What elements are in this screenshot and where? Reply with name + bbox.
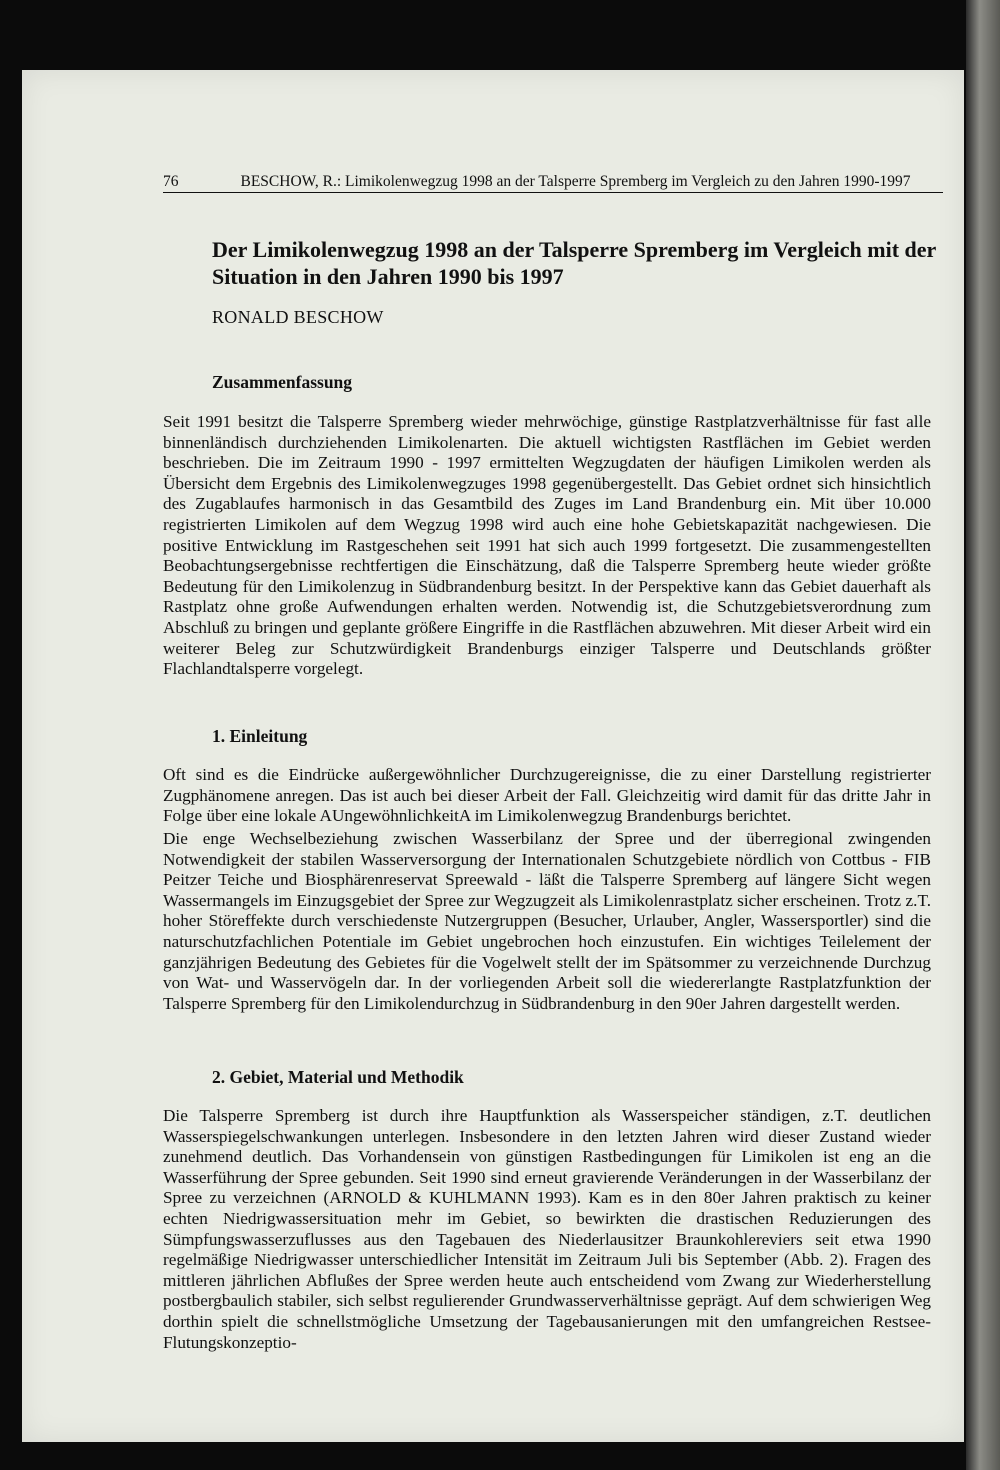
running-head-text: BESCHOW, R.: Limikolenwegzug 1998 an der Talsperre Spremberg im Vergleich zu den Jahren 1990-1997 (240, 173, 911, 190)
book-page (22, 70, 964, 1442)
article-title: Der Limikolenwegzug 1998 an der Talsperre Spremberg im Vergleich mit der Situation in den Jahren 1990 bis 1997 (212, 237, 936, 289)
summary-heading: Zusammenfassung (212, 372, 353, 392)
page-number: 76 (163, 173, 179, 190)
methods-heading: 2. Gebiet, Material und Methodik (212, 1067, 464, 1087)
running-head (163, 173, 943, 193)
introduction-heading: 1. Einleitung (212, 726, 308, 746)
book-edge (966, 0, 1000, 1470)
methods-paragraph: Die Talsperre Spremberg ist durch ihre Hauptfunktion als Wasserspeicher ständigen, z.T. deutlichen Wasserspiegelschwankungen unterlegen. Insbesondere in den letzten Jahren wird dieser Zustand wieder zunehmend deutlich. Das Vorhandensein von günstigen Rastbedingungen für Limikolen ist eng an die Wasserführung der Spree gebunden. Seit 1990 sind erneut gravierende Veränderungen in der Wasserbilanz der Spree zu verzeichnen (ARNOLD & KUHLMANN 1993). Kam es in den 80er Jahren praktisch zu keiner echten Niedrigwassersituation mehr im Gebiet, so bewirkten die drastischen Reduzierungen des Sümpfungswasserzuflusses aus den Tagebauen des Niederlausitzer Braunkohlereviers seit etwa 1990 regelmäßige Niedrigwasser unterschiedlicher Intensität im Zeitraum Juli bis September (Abb. 2). Fragen des mittleren jährlichen Abflußes der Spree werden heute auch entscheidend vom Zwang zur Wiederherstellung postbergbaulich stabiler, sich selbst regulierender Grundwasserverhältnisse geprägt. Auf dem schwierigen Weg dorthin spielt die schnellstmögliche Umsetzung der Tagebausanierungen mit den umfangreichen Restsee-Flutungskonzeptio- (163, 1106, 931, 1352)
article-author: RONALD BESCHOW (212, 307, 384, 327)
summary-paragraph: Seit 1991 besitzt die Talsperre Spremberg wieder mehrwöchige, günstige Rastplatzverhältnisse für fast alle binnenländisch durchziehenden Limikolenarten. Die aktuell wichtigsten Rastflächen im Gebiet werden beschrieben. Die im Zeitraum 1990 - 1997 ermittelten Wegzugdaten der häufigen Limikolen werden als Übersicht dem Ergebnis des Limikolenwegzuges 1998 gegenübergestellt. Das Gebiet ordnet sich hinsichtlich des Zugablaufes harmonisch in das Gesamtbild des Zuges im Land Brandenburg ein. Mit über 10.000 registrierten Limikolen auf dem Wegzug 1998 wird auch eine hohe Gebietskapazität nachgewiesen. Die positive Entwicklung im Rastgeschehen seit 1991 hat sich auch 1999 fortgesetzt. Die zusammengestellten Beobachtungsergebnisse rechtfertigen die Einschätzung, daß die Talsperre Spremberg heute wieder größte Bedeutung für den Limikolenzug in Südbrandenburg besitzt. In der Perspektive kann das Gebiet dauerhaft als Rastplatz ohne große Aufwendungen erhalten werden. Notwendig ist, die Schutzgebietsverordnung zum Abschluß zu bringen und geplante größere Eingriffe in die Rastflächen abzuwehren. Mit dieser Arbeit wird ein weiterer Beleg zur Schutzwürdigkeit Brandenburgs einziger Talsperre und Deutschlands größter Flachlandtalsperre vorgelegt. (163, 412, 931, 679)
introduction-paragraph-1: Oft sind es die Eindrücke außergewöhnlicher Durchzugereignisse, die zu einer Darstellung registrierter Zugphänomene anregen. Das ist auch bei dieser Arbeit der Fall. Gleichzeitig wird damit für das dritte Jahr in Folge über eine lokale AUngewöhnlichkeitA im Limikolenwegzug Brandenburgs berichtet. (163, 765, 931, 826)
introduction-paragraph-2: Die enge Wechselbeziehung zwischen Wasserbilanz der Spree und der überregional zwingenden Notwendigkeit der stabilen Wasserversorgung der Internationalen Schutzgebiete nördlich von Cottbus - FIB Peitzer Teiche und Biosphärenreservat Spreewald - läßt die Talsperre Spremberg auf längere Sicht wegen Wassermangels im Einzugsgebiet der Spree zur Wegzugzeit als Limikolenrastplatz sicher erscheinen. Trotz z.T. hoher Störeffekte durch verschiedenste Nutzergruppen (Besucher, Urlauber, Angler, Wassersportler) sind die naturschutzfachlichen Potentiale im Gebiet ungebrochen hoch einzustufen. Ein wichtiges Teilelement der ganzjährigen Bedeutung des Gebietes für die Vogelwelt stellt der im Spätsommer zu verzeichnende Durchzug von Wat- und Wasservögeln dar. In der vorliegenden Arbeit soll die wiedererlangte Rastplatzfunktion der Talsperre Spremberg für den Limikolendurchzug in Südbrandenburg in den 90er Jahren dargestellt werden. (163, 829, 931, 1013)
